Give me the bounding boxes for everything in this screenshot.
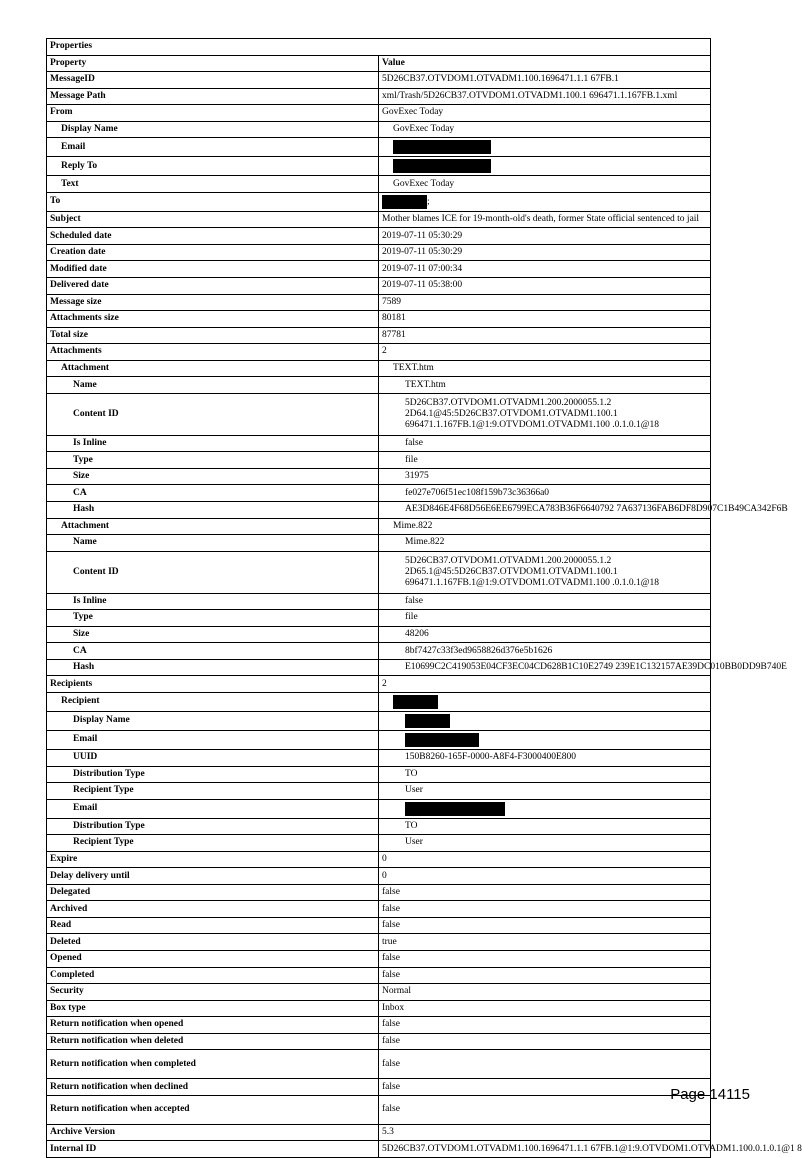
header-property: Property [47,55,379,72]
header-value: Value [379,55,711,72]
table-row [47,1017,711,1034]
table-row [47,730,711,749]
row-value: 150B8260-165F-0000-A8F4-F3000400E800 [379,749,711,766]
content-id-line: 2D64.1@45:5D26CB37.OTVDOM1.OTVADM1.100.1 [405,408,618,419]
table-row [47,72,711,89]
row-key: Content ID [47,393,379,435]
row-value: 5D26CB37.OTVDOM1.OTVADM1.100.1696471.1.1 67FB.1 [379,72,711,89]
row-key: Delivered date [47,278,379,295]
row-key: Type [47,452,379,469]
table-row [47,749,711,766]
table-row [47,176,711,193]
row-key: Message size [47,294,379,311]
row-key: Read [47,917,379,934]
row-key: Deleted [47,934,379,951]
row-value: 2019-07-11 05:30:29 [379,228,711,245]
table-row [47,157,711,176]
content-id-line: 696471.1.167FB.1@1:9.OTVDOM1.OTVADM1.100 .0.1.0.1@18 [405,419,660,430]
row-key: Display Name [47,121,379,138]
table-row [47,868,711,885]
row-value: false [379,1017,711,1034]
table-row [47,967,711,984]
row-key: From [47,105,379,122]
row-value: true [379,934,711,951]
table-title: Properties [47,39,711,56]
row-value: 87781 [379,327,711,344]
row-value: GovExec Today [379,121,711,138]
row-value: 2 [379,676,711,693]
row-key: Message Path [47,88,379,105]
row-value: 2019-07-11 05:30:29 [379,244,711,261]
row-value: 5.3 [379,1124,711,1141]
row-value: false [379,1095,711,1124]
row-key: Creation date [47,244,379,261]
table-row [47,884,711,901]
row-value: TEXT.htm [379,360,711,377]
row-key: Return notification when deleted [47,1033,379,1050]
row-key: Opened [47,950,379,967]
row-key: Total size [47,327,379,344]
redaction-block [393,159,491,173]
row-key: Attachments [47,344,379,361]
table-row [47,88,711,105]
table-row [47,393,711,435]
row-value [379,138,711,157]
row-key: Recipients [47,676,379,693]
row-key: CA [47,485,379,502]
table-row [47,228,711,245]
row-key: Text [47,176,379,193]
table-row [47,344,711,361]
row-value: file [379,452,711,469]
row-key: Subject [47,211,379,228]
row-value: User [379,835,711,852]
row-key: CA [47,643,379,660]
row-key: Return notification when declined [47,1079,379,1096]
row-key: Box type [47,1000,379,1017]
table-row [47,659,711,676]
row-value [379,551,711,593]
row-key: UUID [47,749,379,766]
table-row [47,1141,711,1158]
table-row [47,901,711,918]
table-row [47,502,711,519]
row-value [379,192,711,211]
row-value: TEXT.htm [379,377,711,394]
row-value: false [379,950,711,967]
row-key: Return notification when completed [47,1050,379,1079]
row-key: Security [47,984,379,1001]
table-row [47,593,711,610]
row-key: Return notification when accepted [47,1095,379,1124]
row-value: false [379,1050,711,1079]
row-key: Attachments size [47,311,379,328]
row-value: false [379,917,711,934]
row-key: Reply To [47,157,379,176]
row-key: Archived [47,901,379,918]
table-row [47,1079,711,1096]
table-row [47,934,711,951]
row-key: Content ID [47,551,379,593]
table-row [47,799,711,818]
row-value: 80181 [379,311,711,328]
row-value: Mother blames ICE for 19-month-old's death, former State official sentenced to jail [379,211,711,228]
table-row [47,327,711,344]
table-row [47,377,711,394]
row-key: Delay delivery until [47,868,379,885]
content-id-line: 696471.1.167FB.1@1:9.OTVDOM1.OTVADM1.100 .0.1.0.1@18 [405,577,660,588]
redaction-block [393,140,491,154]
table-row [47,435,711,452]
row-value: TO [379,818,711,835]
table-row [47,626,711,643]
row-key: Email [47,138,379,157]
table-row [47,468,711,485]
content-id-line: 5D26CB37.OTVDOM1.OTVADM1.200.2000055.1.2 [405,555,612,566]
row-key: Size [47,468,379,485]
table-row [47,244,711,261]
table-row [47,121,711,138]
table-row [47,311,711,328]
table-row [47,551,711,593]
table-row [47,518,711,535]
row-key: Modified date [47,261,379,278]
row-value [379,692,711,711]
redaction-block [405,733,479,747]
row-value [379,393,711,435]
table-row [47,211,711,228]
table-row [47,105,711,122]
table-row [47,950,711,967]
row-key: Archive Version [47,1124,379,1141]
row-key: Completed [47,967,379,984]
row-key: Recipient [47,692,379,711]
row-value: 2019-07-11 07:00:34 [379,261,711,278]
table-row [47,1000,711,1017]
page-number: Page 14115 [670,1086,750,1103]
row-key: To [47,192,379,211]
row-value: 48206 [379,626,711,643]
row-value [379,799,711,818]
row-key: Hash [47,659,379,676]
table-row [47,1095,711,1124]
row-value: Inbox [379,1000,711,1017]
row-key: Size [47,626,379,643]
row-value: fe027e706f51ec108f159b73c36366a0 [379,485,711,502]
row-key: Distribution Type [47,818,379,835]
row-key: Hash [47,502,379,519]
redaction-block [393,695,438,709]
table-row [47,192,711,211]
row-key: Attachment [47,360,379,377]
row-key: Expire [47,851,379,868]
row-value [379,711,711,730]
table-row [47,610,711,627]
table-title-row [47,39,711,56]
table-row [47,766,711,783]
row-value: 8bf7427c33f3ed9658826d376e5b1626 [379,643,711,660]
row-value: 7589 [379,294,711,311]
row-value: GovExec Today [379,105,711,122]
content-id-line: 2D65.1@45:5D26CB37.OTVDOM1.OTVADM1.100.1 [405,566,618,577]
table-row [47,294,711,311]
table-row [47,452,711,469]
row-key: Display Name [47,711,379,730]
row-value: false [379,901,711,918]
redaction-block [405,714,450,728]
row-value: file [379,610,711,627]
row-value: AE3D846E4F68D56E6EE6799ECA783B36F6640792 7A637136FAB6DF8D907C1B49CA342F6B [379,502,711,519]
row-key: Is Inline [47,435,379,452]
table-row [47,360,711,377]
row-value: 31975 [379,468,711,485]
redaction-block [382,195,427,209]
row-value: E10699C2C419053E04CF3EC04CD628B1C10E2749 239E1C132157AE39DC010BB0DD9B740E [379,659,711,676]
row-key: Recipient Type [47,783,379,800]
row-key: Name [47,535,379,552]
table-row [47,1050,711,1079]
row-value: 2 [379,344,711,361]
table-row [47,485,711,502]
row-value: false [379,1033,711,1050]
row-key: Distribution Type [47,766,379,783]
row-value [379,157,711,176]
row-key: Internal ID [47,1141,379,1158]
content-id-line: 5D26CB37.OTVDOM1.OTVADM1.200.2000055.1.2 [405,397,612,408]
row-value: Normal [379,984,711,1001]
row-value: xml/Trash/5D26CB37.OTVDOM1.OTVADM1.100.1 696471.1.167FB.1.xml [379,88,711,105]
properties-sheet [46,38,802,1158]
row-value: false [379,1079,711,1096]
row-key: Type [47,610,379,627]
row-key: Attachment [47,518,379,535]
table-row [47,984,711,1001]
table-header-row [47,55,711,72]
table-row [47,692,711,711]
table-row [47,535,711,552]
row-value: 2019-07-11 05:38:00 [379,278,711,295]
properties-table [46,38,802,1158]
row-value: Mime.822 [379,535,711,552]
row-key: Scheduled date [47,228,379,245]
row-key: Email [47,730,379,749]
table-row [47,278,711,295]
row-key: Name [47,377,379,394]
row-value: User [379,783,711,800]
row-value: false [379,967,711,984]
row-key: MessageID [47,72,379,89]
row-key: Recipient Type [47,835,379,852]
table-row [47,783,711,800]
redaction-block [405,802,505,816]
table-row [47,851,711,868]
table-row [47,818,711,835]
row-key: Is Inline [47,593,379,610]
row-value: Mime.822 [379,518,711,535]
row-key: Delegated [47,884,379,901]
table-row [47,138,711,157]
table-row [47,676,711,693]
row-value: 5D26CB37.OTVDOM1.OTVADM1.100.1696471.1.1 67FB.1@1:9.OTVDOM1.OTVADM1.100.0.1.0.1@1 8 [379,1141,711,1158]
table-row [47,1033,711,1050]
table-row [47,835,711,852]
row-value: false [379,884,711,901]
to-separator: ; [427,197,430,208]
table-row [47,711,711,730]
row-key: Email [47,799,379,818]
row-value: 0 [379,868,711,885]
row-value: false [379,435,711,452]
table-row [47,1124,711,1141]
row-value: 0 [379,851,711,868]
row-value [379,730,711,749]
table-row [47,917,711,934]
row-value: false [379,593,711,610]
table-row [47,643,711,660]
row-value: TO [379,766,711,783]
row-value: GovExec Today [379,176,711,193]
row-key: Return notification when opened [47,1017,379,1034]
table-row [47,261,711,278]
